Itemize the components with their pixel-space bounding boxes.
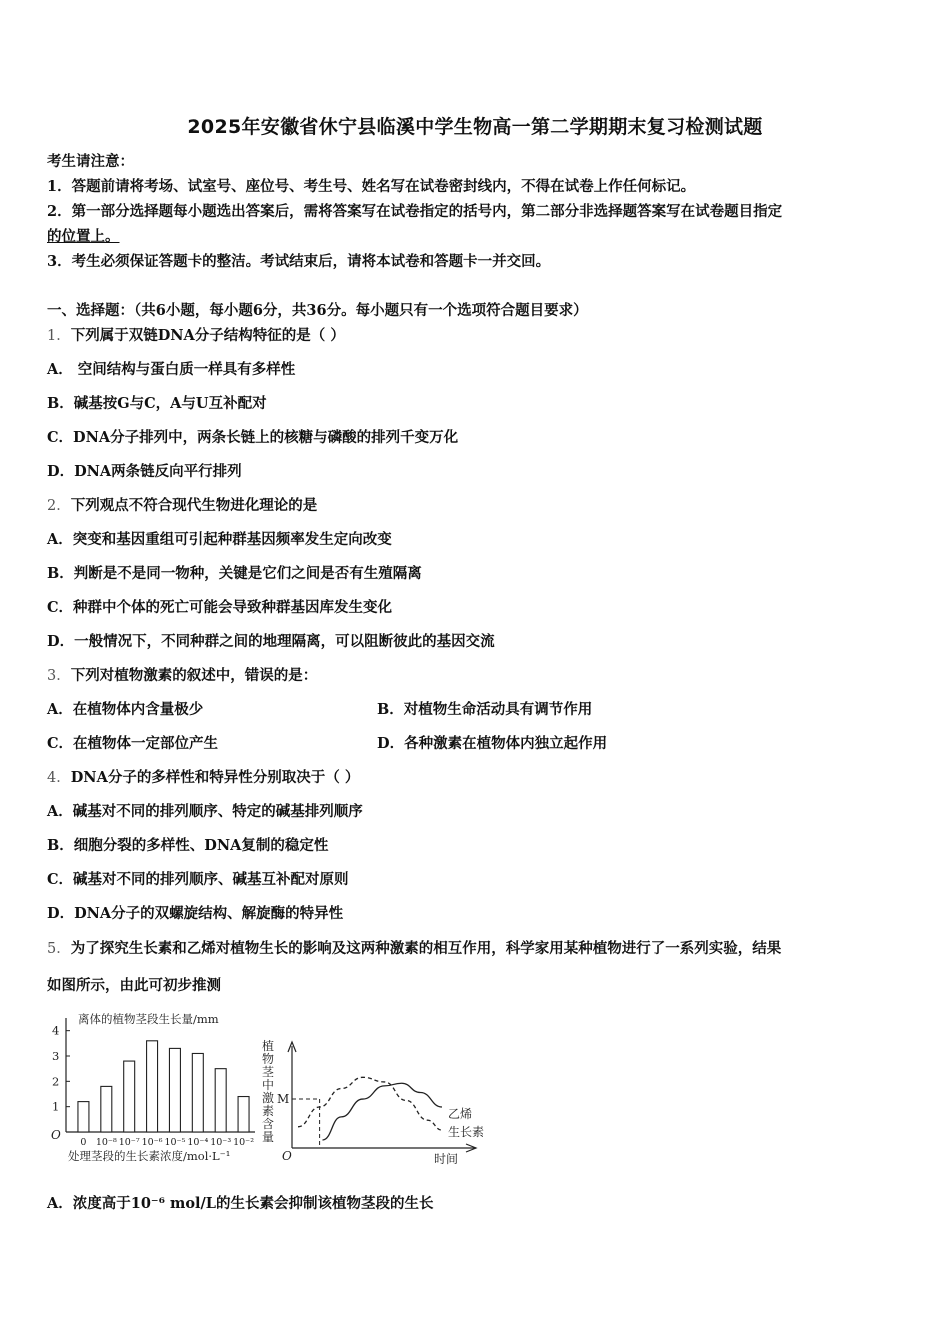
bar-xtick-label: 10⁻⁵ [164, 1137, 186, 1148]
q1-option-a: A． 空间结构与蛋白质一样具有多样性 [47, 361, 296, 378]
q2-option-d: D．一般情况下，不同种群之间的地理隔离，可以阻断彼此的基因交流 [47, 633, 495, 650]
notice-item-2-cont-text: 的位置上。 [47, 228, 120, 245]
section-heading: 一、选择题：（共6小题，每小题6分，共36分。每小题只有一个选项符合题目要求） [47, 302, 588, 319]
bar-xtick-label: 10⁻⁶ [141, 1137, 163, 1148]
bar [78, 1102, 89, 1132]
notice-heading: 考生请注意： [47, 153, 134, 170]
q4-option-a: A．碱基对不同的排列顺序、特定的碱基排列顺序 [47, 803, 363, 820]
question-number: 3． [47, 668, 71, 684]
q4-option-b: B．细胞分裂的多样性、DNA复制的稳定性 [47, 837, 329, 854]
q1-option-b: B．碱基按G与C，A与U互补配对 [47, 395, 267, 412]
bar-xtick-label: 10⁻² [233, 1137, 255, 1148]
bar-chart-xticks [80, 1137, 254, 1148]
question-stem: DNA分子的多样性和特异性分别取决于（ ） [70, 769, 360, 786]
line-chart-origin: O [282, 1149, 292, 1163]
q5-option-a [47, 1194, 434, 1214]
bar-chart-xlabel: 处理茎段的生长素浓度/mol·L⁻¹ [68, 1149, 231, 1163]
q3-option-a: A．在植物体内含量极少 [47, 701, 204, 718]
bar [124, 1061, 135, 1132]
question-number: 5． [47, 941, 71, 957]
notice-item-2-cont [47, 227, 120, 247]
question-number: 1． [47, 328, 71, 344]
question-2 [47, 496, 317, 516]
q4-option-c: C．碱基对不同的排列顺序、碱基互补配对原则 [47, 871, 349, 888]
bar [101, 1086, 112, 1132]
bar-xtick-label: 0 [80, 1137, 87, 1148]
series-label: 乙烯 [448, 1107, 473, 1121]
line-chart-m-label: M [277, 1092, 290, 1106]
q4-option-d: D．DNA分子的双螺旋结构、解旋酶的特异性 [47, 905, 344, 922]
q3-option-b: B．对植物生命活动具有调节作用 [377, 701, 593, 718]
bar-chart-ylabel: 离体的植物茎段生长量/mm [78, 1012, 219, 1026]
question-4 [47, 768, 359, 788]
line-chart [258, 1036, 488, 1168]
bar [215, 1069, 226, 1132]
ylabel-char: 含 [262, 1117, 275, 1131]
notice-item-2: 2．第一部分选择题每小题选出答案后，需将答案写在试卷指定的括号内，第二部分非选择题答案写在试卷题目指定 [47, 203, 783, 220]
question-5 [47, 939, 781, 959]
bar-ytick-label: 4 [52, 1023, 60, 1038]
ylabel-char: 中 [262, 1078, 275, 1092]
notice-item-3: 3．考生必须保证答题卡的整洁。考试结束后，请将本试卷和答题卡一并交回。 [47, 253, 551, 270]
ylabel-char: 植 [262, 1039, 275, 1053]
question-3 [47, 666, 317, 686]
question-stem: 下列观点不符合现代生物进化理论的是 [70, 497, 318, 514]
ylabel-char: 物 [262, 1052, 275, 1066]
bar-chart-origin: O [51, 1128, 61, 1142]
question-5-cont: 如图所示，由此可初步推测 [47, 977, 221, 994]
question-1 [47, 326, 345, 346]
question-stem: 下列属于双链DNA分子结构特征的是（ ） [70, 327, 345, 344]
line-chart-xlabel: 时间 [434, 1152, 459, 1166]
bar-xtick-label: 10⁻⁷ [118, 1137, 140, 1148]
line-chart-ylabel [262, 1038, 275, 1144]
ylabel-char: 茎 [262, 1065, 275, 1079]
q3-option-d: D．各种激素在植物体内独立起作用 [377, 735, 608, 752]
bar [169, 1048, 180, 1132]
question-number: 2． [47, 498, 71, 514]
bar [192, 1053, 203, 1132]
series-label: 生长素 [448, 1125, 485, 1139]
ylabel-char: 量 [262, 1130, 275, 1144]
bar-xtick-label: 10⁻⁴ [187, 1137, 209, 1148]
bar [147, 1041, 158, 1132]
ylabel-char: 素 [262, 1104, 275, 1118]
q1-option-c: C．DNA分子排列中，两条长链上的核糖与磷酸的排列千变万化 [47, 429, 459, 446]
question-stem: 为了探究生长素和乙烯对植物生长的影响及这两种激素的相互作用，科学家用某种植物进行了一系列实验，结果 [70, 940, 782, 957]
q3-option-c: C．在植物体一定部位产生 [47, 735, 219, 752]
bar-xtick-label: 10⁻⁸ [95, 1137, 117, 1148]
question-number: 4． [47, 770, 71, 786]
q2-option-b: B．判断是不是同一物种，关键是它们之间是否有生殖隔离 [47, 565, 422, 582]
q5-option-a-text: A．浓度高于10⁻⁶ mol/L的生长素会抑制该植物茎段的生长 [47, 1195, 434, 1212]
ylabel-char: 激 [262, 1091, 275, 1105]
bar-ytick-label: 2 [52, 1074, 60, 1089]
q1-option-d: D．DNA两条链反向平行排列 [47, 463, 242, 480]
series-ethylene [322, 1083, 442, 1140]
line-chart-series-labels [448, 1106, 484, 1139]
q2-option-a: A．突变和基因重组可引起种群基因频率发生定向改变 [47, 531, 392, 548]
bar-ytick-label: 1 [52, 1099, 60, 1114]
bar-xtick-label: 10⁻³ [210, 1137, 232, 1148]
question-stem: 下列对植物激素的叙述中，错误的是： [70, 667, 318, 684]
bar-chart-yticks [52, 1024, 70, 1114]
bar [238, 1097, 249, 1132]
notice-item-1: 1．答题前请将考场、试室号、座位号、考生号、姓名写在试卷密封线内，不得在试卷上作任何标记。 [47, 178, 696, 195]
q2-option-c: C．种群中个体的死亡可能会导致种群基因库发生变化 [47, 599, 393, 616]
bar-chart [40, 1008, 265, 1168]
bar-chart-bars [78, 1041, 249, 1132]
page-title: 2025年安徽省休宁县临溪中学生物高一第二学期期末复习检测试题 [187, 116, 763, 138]
bar-ytick-label: 3 [52, 1049, 60, 1063]
